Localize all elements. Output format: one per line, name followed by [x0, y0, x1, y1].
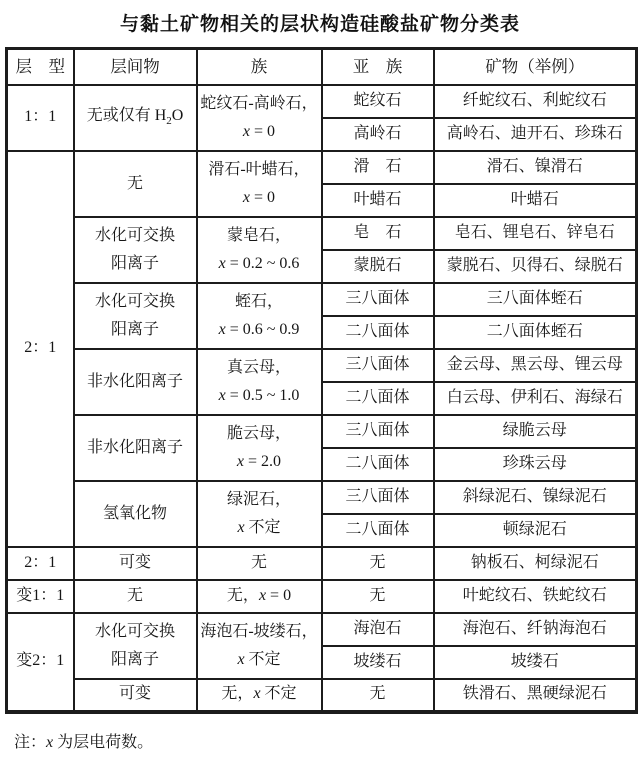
table-row — [7, 85, 637, 118]
interlayer-text: 无 — [126, 174, 143, 192]
page-title: 与黏土矿物相关的层状构造硅酸盐矿物分类表 — [119, 14, 520, 35]
charge-variable: x — [242, 122, 251, 140]
cell-family — [197, 85, 322, 151]
cell-family — [197, 283, 322, 349]
cell-interlayer — [74, 415, 197, 481]
cell-subfamily: 三八面体 — [322, 415, 434, 448]
cell-subfamily: 三八面体 — [322, 283, 434, 316]
charge-value: 不定 — [244, 518, 281, 536]
subscript: 2 — [166, 115, 172, 128]
interlayer-text: 阳离子 — [110, 254, 159, 272]
cell-minerals: 滑石、镍滑石 — [434, 151, 637, 184]
cell-subfamily: 二八面体 — [322, 382, 434, 415]
cell-interlayer: 可变 — [74, 547, 197, 580]
table-row — [7, 580, 637, 613]
cell-minerals: 顿绿泥石 — [434, 514, 637, 547]
cell-family — [197, 547, 322, 580]
header-cell-minerals: 矿物（举例） — [434, 49, 637, 85]
cell-subfamily: 高岭石 — [322, 118, 434, 151]
charge-value: = 0 — [266, 586, 292, 604]
footnote — [14, 729, 640, 752]
family-name: 无， — [226, 586, 259, 604]
family-name: 蒙皂石， — [226, 226, 291, 244]
charge-value: = 0.5 ~ 1.0 — [225, 386, 300, 404]
cell-subfamily: 无 — [322, 580, 434, 613]
header-cell-subfamily: 亚 族 — [322, 49, 434, 85]
cell-family — [197, 151, 322, 217]
interlayer-text: 水化可交换 — [94, 292, 175, 310]
charge-value: = 0.6 ~ 0.9 — [225, 320, 300, 338]
cell-minerals: 海泡石、纤钠海泡石 — [434, 613, 637, 646]
cell-minerals: 二八面体蛭石 — [434, 316, 637, 349]
charge-variable: x — [253, 685, 261, 703]
cell-interlayer — [74, 217, 197, 283]
charge-variable: x — [218, 254, 226, 272]
cell-family — [197, 415, 322, 481]
header-cell-layer-type: 层 型 — [7, 49, 74, 85]
cell-layer-type: 变1：1 — [7, 580, 74, 613]
cell-family — [197, 349, 322, 415]
charge-value: = 2.0 — [244, 452, 282, 470]
cell-minerals: 珍珠云母 — [434, 448, 637, 481]
family-name: 无， — [221, 685, 254, 703]
family-formula — [200, 316, 319, 344]
charge-variable: x — [258, 586, 267, 604]
charge-value: = 0.2 ~ 0.6 — [225, 254, 300, 272]
interlayer-text: 阳离子 — [110, 650, 159, 668]
interlayer-text: 无或仅有 H — [86, 107, 167, 125]
cell-family — [197, 613, 322, 679]
cell-layer-type: 变2：1 — [7, 613, 74, 712]
cell-subfamily: 叶蜡石 — [322, 184, 434, 217]
interlayer-text: O — [171, 107, 184, 125]
cell-minerals: 高岭石、迪开石、珍珠石 — [434, 118, 637, 151]
family-formula — [200, 514, 319, 542]
cell-subfamily: 无 — [322, 547, 434, 580]
cell-layer-type: 1：1 — [7, 85, 74, 151]
footnote-prefix: 注： — [14, 733, 47, 751]
cell-minerals: 蒙脱石、贝得石、绿脱石 — [434, 250, 637, 283]
cell-subfamily: 二八面体 — [322, 514, 434, 547]
family-formula — [200, 646, 319, 674]
table-row — [7, 613, 637, 646]
cell-interlayer — [74, 349, 197, 415]
family-name: 真云母， — [226, 358, 291, 376]
interlayer-text: 水化可交换 — [94, 622, 175, 640]
cell-minerals: 金云母、黑云母、锂云母 — [434, 349, 637, 382]
family-name: 绿泥石， — [226, 490, 291, 508]
footnote-text: 为层电荷数。 — [53, 733, 154, 751]
family-formula — [200, 448, 319, 476]
header-cell-family: 族 — [197, 49, 322, 85]
table-row — [7, 415, 637, 448]
cell-minerals: 铁滑石、黑硬绿泥石 — [434, 679, 637, 712]
charge-variable: x — [236, 452, 245, 470]
cell-layer-type: 2：1 — [7, 151, 74, 547]
interlayer-text: 水化可交换 — [94, 226, 175, 244]
charge-variable: x — [242, 188, 251, 206]
cell-minerals: 钠板石、柯绿泥石 — [434, 547, 637, 580]
charge-variable: x — [46, 733, 54, 751]
cell-subfamily: 二八面体 — [322, 448, 434, 481]
cell-minerals: 叶蜡石 — [434, 184, 637, 217]
family-formula — [200, 382, 319, 410]
cell-minerals: 皂石、锂皂石、锌皂石 — [434, 217, 637, 250]
cell-interlayer — [74, 283, 197, 349]
header-cell-interlayer: 层间物 — [74, 49, 197, 85]
cell-subfamily: 蒙脱石 — [322, 250, 434, 283]
family-name: 脆云母， — [226, 424, 291, 442]
interlayer-text: 非水化阳离子 — [86, 438, 183, 456]
cell-interlayer: 无 — [74, 580, 197, 613]
interlayer-text: 阳离子 — [110, 320, 159, 338]
cell-family — [197, 481, 322, 547]
cell-subfamily: 无 — [322, 679, 434, 712]
cell-interlayer — [74, 151, 197, 217]
charge-variable: x — [218, 386, 226, 404]
family-formula — [200, 184, 319, 212]
charge-value: 不定 — [260, 685, 297, 703]
cell-interlayer — [74, 481, 197, 547]
table-row — [7, 217, 637, 250]
cell-minerals: 纤蛇纹石、利蛇纹石 — [434, 85, 637, 118]
cell-subfamily: 三八面体 — [322, 349, 434, 382]
header-row — [7, 49, 637, 85]
interlayer-text: 氢氧化物 — [102, 504, 167, 522]
family-name: 无 — [250, 553, 267, 571]
table-row — [7, 283, 637, 316]
charge-variable: x — [218, 320, 226, 338]
cell-subfamily: 二八面体 — [322, 316, 434, 349]
cell-minerals: 绿脆云母 — [434, 415, 637, 448]
family-name: 蛇纹石-高岭石， — [200, 94, 318, 112]
cell-minerals: 三八面体蛭石 — [434, 283, 637, 316]
table-row — [7, 151, 637, 184]
table-row — [7, 679, 637, 712]
charge-value: = 0 — [250, 122, 276, 140]
mineral-classification-table — [5, 47, 638, 714]
cell-interlayer — [74, 613, 197, 679]
cell-subfamily: 海泡石 — [322, 613, 434, 646]
table-row — [7, 349, 637, 382]
interlayer-text: 非水化阳离子 — [86, 372, 183, 390]
cell-minerals: 斜绿泥石、镍绿泥石 — [434, 481, 637, 514]
family-formula — [200, 118, 319, 146]
family-name: 海泡石-坡缕石， — [200, 622, 318, 640]
cell-subfamily: 滑 石 — [322, 151, 434, 184]
cell-minerals: 坡缕石 — [434, 646, 637, 679]
cell-family — [197, 580, 322, 613]
cell-family — [197, 679, 322, 712]
charge-variable: x — [237, 650, 245, 668]
table-row — [7, 481, 637, 514]
cell-minerals: 叶蛇纹石、铁蛇纹石 — [434, 580, 637, 613]
cell-minerals: 白云母、伊利石、海绿石 — [434, 382, 637, 415]
charge-value: 不定 — [244, 650, 281, 668]
family-formula — [200, 250, 319, 278]
family-name: 蛭石， — [234, 292, 283, 310]
cell-subfamily: 蛇纹石 — [322, 85, 434, 118]
cell-subfamily: 坡缕石 — [322, 646, 434, 679]
cell-family — [197, 217, 322, 283]
cell-layer-type: 2：1 — [7, 547, 74, 580]
cell-subfamily: 三八面体 — [322, 481, 434, 514]
cell-interlayer: 可变 — [74, 679, 197, 712]
cell-interlayer — [74, 85, 197, 151]
family-name: 滑石-叶蜡石， — [208, 160, 310, 178]
cell-subfamily: 皂 石 — [322, 217, 434, 250]
charge-value: = 0 — [250, 188, 276, 206]
charge-variable: x — [237, 518, 245, 536]
table-row — [7, 547, 637, 580]
